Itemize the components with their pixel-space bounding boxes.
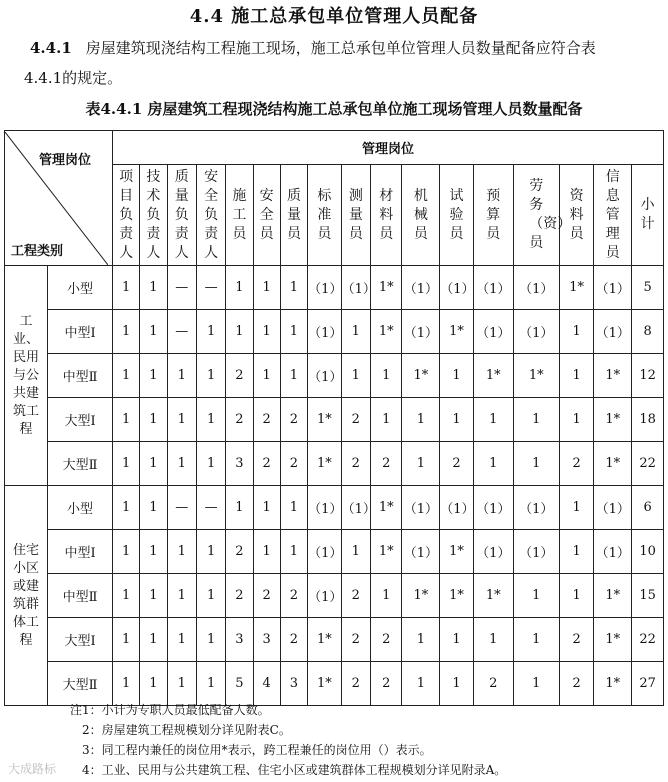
table-cell: 1 xyxy=(140,442,167,486)
table-cell: 1 xyxy=(140,354,167,398)
subtotal-cell: 22 xyxy=(632,442,664,486)
column-header xyxy=(632,165,664,266)
table-cell: 1 xyxy=(253,266,280,310)
table-cell: 1 xyxy=(140,266,167,310)
table-cell: （1） xyxy=(473,530,513,574)
table-cell: （1） xyxy=(440,486,474,530)
subtotal-cell: 12 xyxy=(632,354,664,398)
table-body xyxy=(5,266,664,706)
table-cell: — xyxy=(196,266,225,310)
table-cell: 1 xyxy=(440,354,474,398)
paragraph-line-1 xyxy=(30,32,650,64)
table-cell: 1 xyxy=(513,574,559,618)
table-cell: （1） xyxy=(341,486,370,530)
table-cell: 1 xyxy=(559,530,594,574)
table-cell: 1* xyxy=(371,530,402,574)
table-cell: 1 xyxy=(113,618,140,662)
table-cell: 1 xyxy=(226,486,253,530)
subtotal-cell: 22 xyxy=(632,618,664,662)
column-header-label: 标准员 xyxy=(317,187,332,242)
column-header-label: 安全员 xyxy=(259,187,274,242)
table-row xyxy=(5,530,664,574)
table-cell: 1 xyxy=(226,266,253,310)
column-header xyxy=(113,165,140,266)
table-cell: 1 xyxy=(196,530,225,574)
table-cell: 1 xyxy=(440,618,474,662)
section-title: 4.4 施工总承包单位管理人员配备 xyxy=(189,6,479,27)
table-cell: 1* xyxy=(308,618,342,662)
column-header-label: 预算员 xyxy=(486,187,501,242)
table-cell: 2 xyxy=(341,398,370,442)
size-cell: 中型Ⅰ xyxy=(48,310,113,354)
table-cell: 1 xyxy=(140,618,167,662)
table-row xyxy=(5,662,664,706)
column-header-label: 资料员 xyxy=(569,187,584,242)
table-cell: （1） xyxy=(440,266,474,310)
category-label-line: 工 xyxy=(19,313,33,329)
table-cell: 1* xyxy=(308,662,342,706)
staffing-table xyxy=(4,130,664,706)
table-cell: 1 xyxy=(440,398,474,442)
subtotal-cell: 8 xyxy=(632,310,664,354)
table-caption: 表4.4.1 房屋建筑工程现浇结构施工总承包单位施工现场管理人员数量配备 xyxy=(85,100,583,118)
table-cell: 1 xyxy=(559,486,594,530)
table-cell: （1） xyxy=(513,486,559,530)
table-cell: 1 xyxy=(280,530,307,574)
table-cell: 1 xyxy=(196,662,225,706)
table-cell: （1） xyxy=(513,310,559,354)
table-cell: 1 xyxy=(196,618,225,662)
table-cell: 1 xyxy=(253,354,280,398)
column-header xyxy=(513,165,572,266)
table-cell: 2 xyxy=(473,662,513,706)
category-label-line: 或建 xyxy=(12,578,39,594)
table-cell: 1 xyxy=(167,662,196,706)
column-header-label: 项目负责人 xyxy=(119,168,134,261)
table-cell: 1 xyxy=(140,486,167,530)
table-cell: 1 xyxy=(559,354,594,398)
table-cell: 1 xyxy=(402,398,440,442)
table-cell: （1） xyxy=(594,486,632,530)
column-header-label: 劳务（资）员 xyxy=(529,178,572,251)
table-cell: 1 xyxy=(196,310,225,354)
table-cell: 2 xyxy=(280,618,307,662)
table-cell: 2 xyxy=(371,662,402,706)
table-cell: 1* xyxy=(440,310,474,354)
table-cell: 1 xyxy=(473,618,513,662)
table-cell: 1 xyxy=(559,574,594,618)
table-cell: 1* xyxy=(371,486,402,530)
table-cell: 1 xyxy=(196,574,225,618)
table-cell: 1 xyxy=(280,354,307,398)
column-header xyxy=(594,165,632,266)
table-cell: 2 xyxy=(341,442,370,486)
table-cell: 2 xyxy=(371,442,402,486)
table-cell: 2 xyxy=(226,398,253,442)
table-cell: （1） xyxy=(594,266,632,310)
column-header xyxy=(559,165,594,266)
table-cell: （1） xyxy=(308,486,342,530)
table-cell: （1） xyxy=(594,530,632,574)
corner-top-label: 管理岗位 xyxy=(39,152,92,168)
table-cell: 1 xyxy=(196,354,225,398)
category-label-line: 共建 xyxy=(12,385,39,401)
group-header: 管理岗位 xyxy=(113,131,664,165)
table-cell: 1 xyxy=(167,442,196,486)
watermark: 大成路标 xyxy=(8,762,57,776)
table-cell: 1 xyxy=(113,530,140,574)
table-row xyxy=(5,486,664,530)
table-cell: 1* xyxy=(371,310,402,354)
table-cell: 1 xyxy=(371,354,402,398)
table-cell: 1 xyxy=(113,398,140,442)
table-cell: 1 xyxy=(167,398,196,442)
table-cell: 1 xyxy=(253,530,280,574)
size-cell: 中型Ⅱ xyxy=(48,354,113,398)
table-cell: （1） xyxy=(308,310,342,354)
category-label-line: 业、 xyxy=(12,331,39,347)
table-cell: 2 xyxy=(559,662,594,706)
table-cell: （1） xyxy=(402,530,440,574)
table-cell: 5 xyxy=(226,662,253,706)
paragraph-text-1: 房屋建筑现浇结构工程施工现场，施工总承包单位管理人员数量配备应符合表 xyxy=(85,39,596,57)
table-cell: 2 xyxy=(253,398,280,442)
column-header xyxy=(253,165,280,266)
table-cell: 1 xyxy=(559,310,594,354)
table-cell: （1） xyxy=(594,310,632,354)
table-cell: 2 xyxy=(226,530,253,574)
table-cell: 2 xyxy=(280,398,307,442)
table-cell: 1* xyxy=(371,266,402,310)
table-cell: 1 xyxy=(473,398,513,442)
table-cell: 1 xyxy=(140,662,167,706)
table-cell: 1 xyxy=(113,486,140,530)
column-header xyxy=(167,165,196,266)
note-2: 2：房屋建筑工程规模划分详见附表C。 xyxy=(82,723,291,737)
size-cell: 大型Ⅰ xyxy=(48,618,113,662)
size-cell: 中型Ⅱ xyxy=(48,574,113,618)
table-cell: 1 xyxy=(140,574,167,618)
table-cell: 1 xyxy=(253,310,280,354)
note-1: 注1：小计为专职人员最低配备人数。 xyxy=(70,703,270,717)
table-cell: 1 xyxy=(167,354,196,398)
table-cell: 1* xyxy=(473,354,513,398)
table-cell: 4 xyxy=(253,662,280,706)
category-cell xyxy=(5,266,48,486)
table-row xyxy=(5,310,664,354)
category-label-line: 小区 xyxy=(12,560,39,576)
table-cell: 1 xyxy=(113,354,140,398)
table-cell: 1 xyxy=(513,618,559,662)
column-header-label: 技术负责人 xyxy=(146,168,161,261)
table-cell: — xyxy=(196,486,225,530)
table-row xyxy=(5,574,664,618)
subtotal-cell: 6 xyxy=(632,486,664,530)
table-cell: 1 xyxy=(113,662,140,706)
table-cell: 1 xyxy=(513,662,559,706)
category-label-line: 体工 xyxy=(12,614,39,630)
table-cell: 1 xyxy=(167,574,196,618)
table-cell: 2 xyxy=(280,442,307,486)
table-cell: 1* xyxy=(440,574,474,618)
table-cell: 1 xyxy=(253,486,280,530)
category-label-line: 筑群 xyxy=(12,596,39,612)
table-cell: 2 xyxy=(341,574,370,618)
table-cell: （1） xyxy=(308,266,342,310)
table-cell: 2 xyxy=(559,442,594,486)
table-cell: （1） xyxy=(308,530,342,574)
subtotal-cell: 27 xyxy=(632,662,664,706)
table-cell: 2 xyxy=(253,442,280,486)
category-cell xyxy=(5,486,48,706)
column-header-label: 机械员 xyxy=(413,187,428,242)
table-cell: 1* xyxy=(594,574,632,618)
column-header xyxy=(280,165,307,266)
table-cell: 1 xyxy=(167,618,196,662)
subtotal-cell: 15 xyxy=(632,574,664,618)
table-cell: 1 xyxy=(140,530,167,574)
table-cell: （1） xyxy=(513,530,559,574)
table-cell: — xyxy=(167,266,196,310)
table-row xyxy=(5,266,664,310)
paragraph-line-2: 4.4.1的规定。 xyxy=(24,69,123,87)
table-cell: 1 xyxy=(402,442,440,486)
column-header xyxy=(402,165,440,266)
table-cell: （1） xyxy=(308,354,342,398)
column-header xyxy=(196,165,225,266)
table-cell: （1） xyxy=(473,266,513,310)
table-cell: （1） xyxy=(402,310,440,354)
table-cell: 1 xyxy=(341,310,370,354)
column-header-label: 小计 xyxy=(640,197,655,232)
table-cell: 1* xyxy=(308,442,342,486)
column-header-label: 试验员 xyxy=(449,187,464,242)
table-cell: 1 xyxy=(371,574,402,618)
table-cell: 3 xyxy=(253,618,280,662)
table-cell: 1 xyxy=(402,618,440,662)
table-cell: 1 xyxy=(196,442,225,486)
table-cell: 1* xyxy=(308,398,342,442)
table-cell: 1 xyxy=(513,442,559,486)
table-cell: （1） xyxy=(402,486,440,530)
table-cell: （1） xyxy=(308,574,342,618)
table-cell: 1 xyxy=(513,398,559,442)
table-cell: 1 xyxy=(559,398,594,442)
table-cell: （1） xyxy=(341,266,370,310)
table-cell: 2 xyxy=(226,354,253,398)
size-cell: 中型Ⅰ xyxy=(48,530,113,574)
table-cell: 1 xyxy=(440,662,474,706)
table-cell: 3 xyxy=(280,662,307,706)
table-cell: 1 xyxy=(280,486,307,530)
table-cell: 1 xyxy=(140,310,167,354)
table-cell: 2 xyxy=(280,574,307,618)
category-label-line: 民用 xyxy=(12,349,39,365)
table-cell: 1 xyxy=(402,662,440,706)
column-header xyxy=(226,165,253,266)
column-header xyxy=(341,165,370,266)
column-header-label: 信息管理员 xyxy=(605,168,620,261)
table-cell: 1* xyxy=(440,530,474,574)
table-cell: 1 xyxy=(473,442,513,486)
table-cell: 2 xyxy=(440,442,474,486)
column-header xyxy=(371,165,402,266)
size-cell: 小型 xyxy=(48,486,113,530)
table-cell: （1） xyxy=(473,310,513,354)
table-cell: 1* xyxy=(402,574,440,618)
table-cell: 1* xyxy=(559,266,594,310)
table-cell: 1* xyxy=(594,442,632,486)
column-header xyxy=(140,165,167,266)
note-4: 4：工业、民用与公共建筑工程、住宅小区或建筑群体工程规模划分详见附录A。 xyxy=(82,763,507,777)
table-cell: 1* xyxy=(594,354,632,398)
size-cell: 小型 xyxy=(48,266,113,310)
table-cell: 1* xyxy=(594,662,632,706)
table-cell: 1 xyxy=(167,530,196,574)
table-cell: 2 xyxy=(253,574,280,618)
category-label-line: 与公 xyxy=(12,367,39,383)
table-cell: — xyxy=(167,486,196,530)
table-cell: 1 xyxy=(280,266,307,310)
table-cell: 1 xyxy=(226,310,253,354)
column-header xyxy=(473,165,513,266)
column-header-label: 测量员 xyxy=(348,187,363,242)
table-cell: 2 xyxy=(341,618,370,662)
table-cell: — xyxy=(167,310,196,354)
notes xyxy=(70,700,660,780)
table-cell: 1 xyxy=(341,354,370,398)
column-header xyxy=(440,165,474,266)
table-cell: （1） xyxy=(513,266,559,310)
table-cell: 1 xyxy=(113,442,140,486)
column-header xyxy=(308,165,342,266)
column-header-label: 材料员 xyxy=(379,187,394,242)
table-cell: 1 xyxy=(113,310,140,354)
table-cell: 2 xyxy=(341,662,370,706)
table-cell: 1 xyxy=(113,574,140,618)
column-header-label: 质量员 xyxy=(286,187,301,242)
table-cell: 1* xyxy=(402,354,440,398)
note-3: 3：同工程内兼任的岗位用*表示，跨工程兼任的岗位用（）表示。 xyxy=(82,743,432,757)
category-label-line: 筑工 xyxy=(12,403,39,419)
table-cell: 1 xyxy=(371,398,402,442)
table-cell: （1） xyxy=(402,266,440,310)
corner-bottom-label: 工程类别 xyxy=(11,243,64,259)
table-cell: 1* xyxy=(473,574,513,618)
table-cell: 1* xyxy=(513,354,559,398)
table-cell: 2 xyxy=(371,618,402,662)
table-cell: （1） xyxy=(473,486,513,530)
size-cell: 大型Ⅱ xyxy=(48,442,113,486)
table-cell: 3 xyxy=(226,618,253,662)
column-header-label: 安全负责人 xyxy=(204,168,219,261)
subtotal-cell: 5 xyxy=(632,266,664,310)
table-cell: 1 xyxy=(140,398,167,442)
category-label-line: 住宅 xyxy=(12,542,39,558)
table-cell: 2 xyxy=(226,574,253,618)
table-row xyxy=(5,398,664,442)
table-cell: 1* xyxy=(594,398,632,442)
table-row xyxy=(5,618,664,662)
table-cell: 1 xyxy=(341,530,370,574)
column-header-label: 施工员 xyxy=(232,187,247,242)
column-header-label: 质量负责人 xyxy=(174,168,189,261)
table-cell: 3 xyxy=(226,442,253,486)
header-corner xyxy=(5,131,113,266)
size-cell: 大型Ⅱ xyxy=(48,662,113,706)
table-row xyxy=(5,354,664,398)
table-cell: 1 xyxy=(113,266,140,310)
table-cell: 2 xyxy=(559,618,594,662)
category-label-line: 程 xyxy=(19,632,33,648)
paragraph-number: 4.4.1 xyxy=(30,39,72,57)
table-cell: 1 xyxy=(280,310,307,354)
table-row xyxy=(5,442,664,486)
subtotal-cell: 18 xyxy=(632,398,664,442)
table-cell: 1 xyxy=(196,398,225,442)
size-cell: 大型Ⅰ xyxy=(48,398,113,442)
subtotal-cell: 10 xyxy=(632,530,664,574)
table-cell: 1* xyxy=(594,618,632,662)
category-label-line: 程 xyxy=(19,421,33,437)
